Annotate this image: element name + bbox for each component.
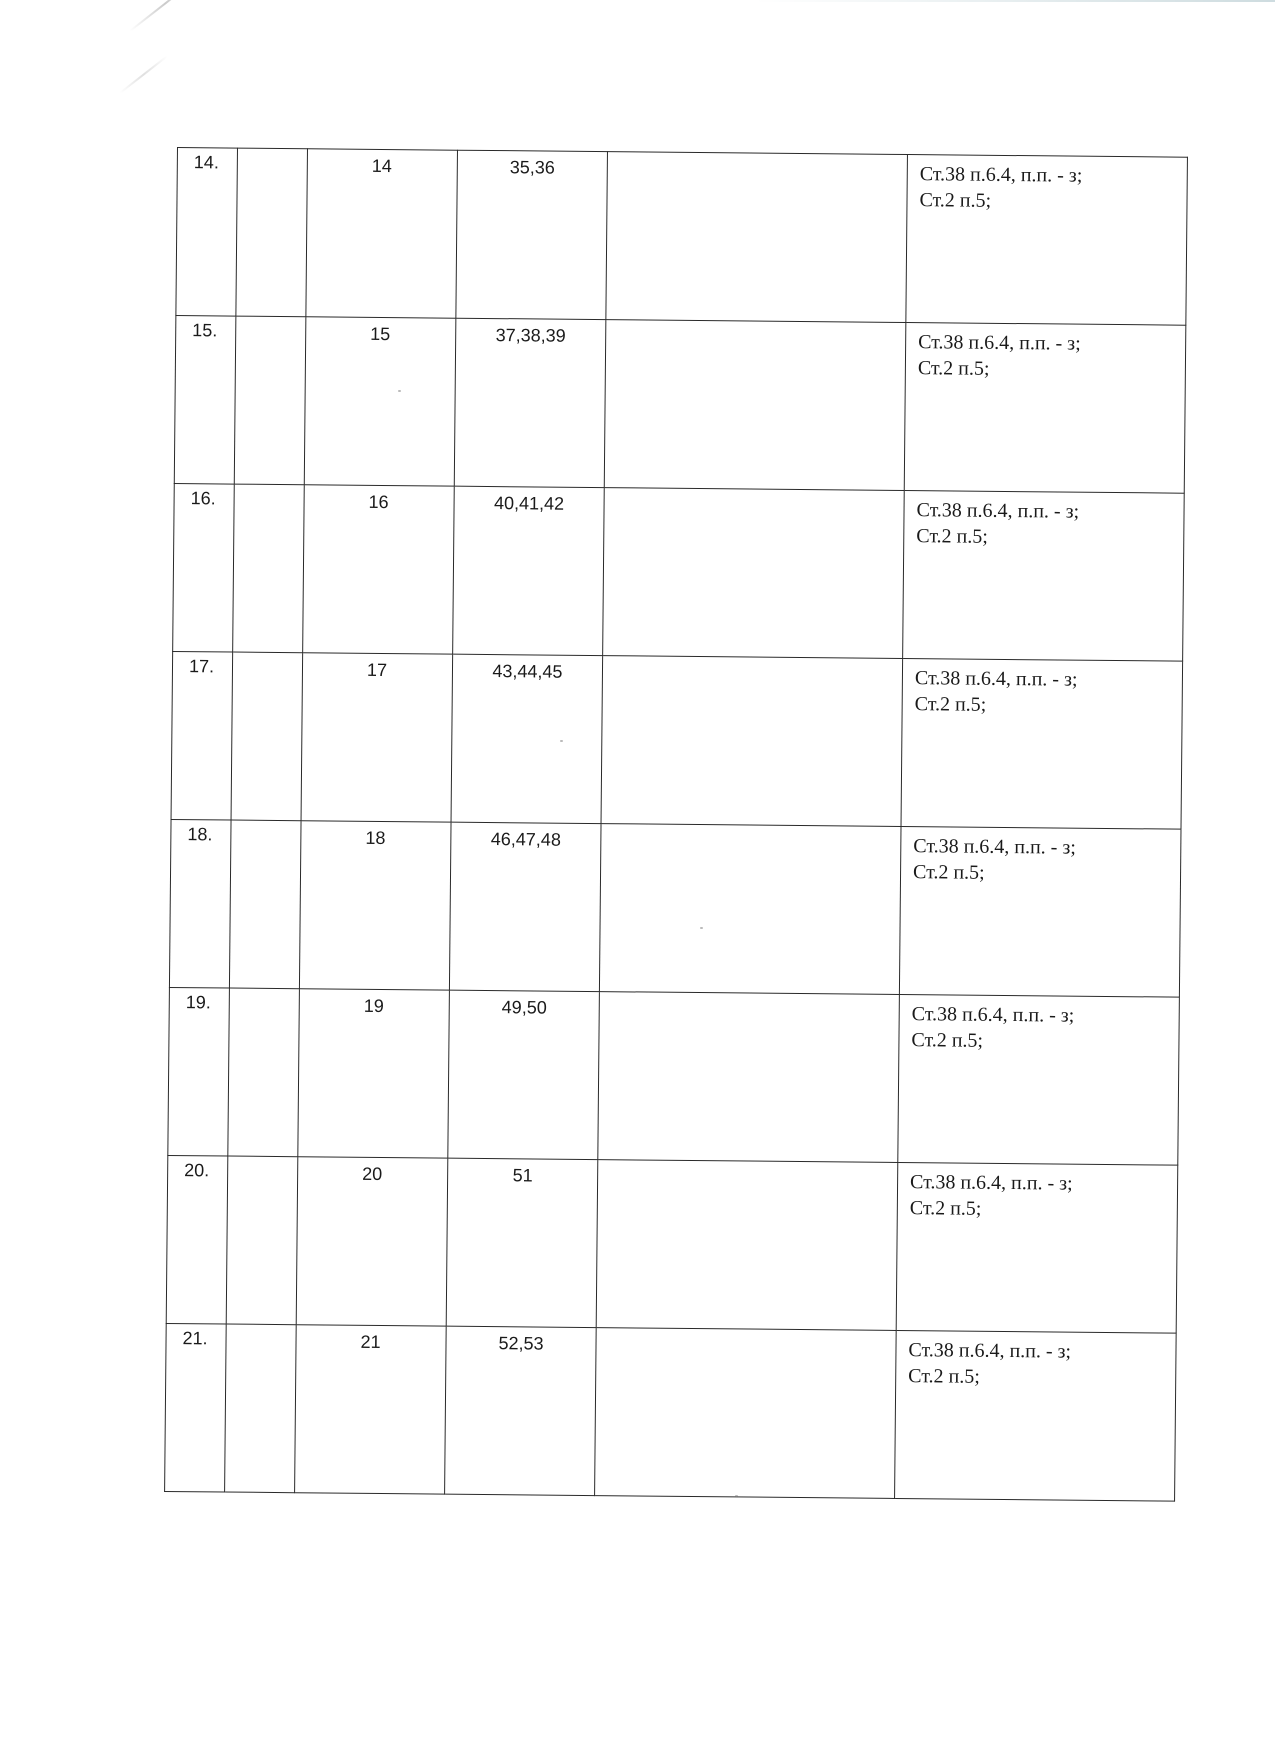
- row-number: 17.: [188, 656, 215, 677]
- plot-number: 19: [363, 995, 384, 1017]
- reference-cell: [901, 658, 1183, 829]
- points-cell: [445, 1326, 597, 1495]
- document-table: [164, 147, 1188, 1502]
- reference-line-1: Ст.38 п.6.4, п.п. - з;: [918, 331, 1081, 355]
- reference-line-1: Ст.38 п.6.4, п.п. - з;: [914, 667, 1078, 691]
- blank-cell: [231, 652, 303, 821]
- row-number: 16.: [190, 488, 216, 509]
- empty-cell: [601, 656, 903, 827]
- scan-smudge: [129, 0, 201, 32]
- plot-number: 16: [368, 491, 389, 513]
- reference-cell: [906, 155, 1188, 326]
- table-row: [165, 1323, 1177, 1501]
- blank-cell: [234, 316, 306, 485]
- points-cell: [446, 1158, 598, 1327]
- scan-speck: [560, 740, 563, 742]
- blank-cell: [233, 484, 305, 653]
- reference-line-2: Ст.2 п.5;: [908, 1365, 980, 1388]
- row-number: 18.: [187, 824, 213, 845]
- row-number-cell: [176, 148, 238, 317]
- plot-number: 18: [365, 827, 386, 849]
- row-number-cell: [173, 483, 235, 652]
- empty-cell: [606, 152, 908, 323]
- empty-cell: [598, 992, 900, 1163]
- scan-speck: [700, 927, 703, 929]
- plot-number-cell: [295, 1325, 447, 1494]
- table-row: [173, 483, 1185, 661]
- plot-number: 20: [362, 1163, 383, 1185]
- row-number-cell: [169, 819, 231, 988]
- reference-line-1: Ст.38 п.6.4, п.п. - з;: [909, 1171, 1073, 1195]
- reference-line-1: Ст.38 п.6.4, п.п. - з;: [908, 1339, 1072, 1363]
- empty-cell: [596, 1160, 898, 1331]
- points-cell: [456, 150, 608, 319]
- row-number-cell: [165, 1323, 227, 1492]
- empty-cell: [603, 488, 905, 659]
- blank-cell: [226, 1156, 298, 1325]
- reference-line-2: Ст.2 п.5;: [911, 1029, 984, 1052]
- points-value: 43,44,45: [492, 661, 563, 682]
- plot-number: 21: [360, 1331, 381, 1353]
- row-number-cell: [168, 987, 230, 1156]
- points-cell: [454, 318, 606, 487]
- row-number: 20.: [184, 1160, 210, 1181]
- blank-cell: [228, 988, 300, 1157]
- plot-number-cell: [298, 989, 450, 1158]
- table-row: [168, 987, 1180, 1165]
- plot-number-cell: [303, 485, 455, 654]
- plot-number-cell: [304, 317, 456, 486]
- points-cell: [449, 822, 601, 991]
- plot-number: 15: [370, 323, 391, 345]
- blank-cell: [225, 1324, 297, 1493]
- points-value: 51: [512, 1165, 533, 1186]
- row-number: 21.: [182, 1328, 208, 1349]
- empty-cell: [599, 824, 901, 995]
- scan-speck: [735, 1495, 738, 1497]
- reference-line-2: Ст.2 п.5;: [914, 693, 987, 716]
- points-cell: [448, 990, 600, 1159]
- points-value: 37,38,39: [495, 325, 566, 346]
- points-value: 40,41,42: [493, 493, 565, 514]
- plot-number-cell: [306, 149, 458, 318]
- empty-cell: [604, 320, 906, 491]
- reference-line-2: Ст.2 п.5;: [912, 861, 985, 884]
- row-number: 19.: [185, 992, 211, 1013]
- row-number: 14.: [193, 152, 219, 173]
- blank-cell: [229, 820, 301, 989]
- points-value: 52,53: [498, 1333, 544, 1354]
- table-row: [176, 148, 1188, 326]
- points-value: 46,47,48: [490, 829, 561, 850]
- reference-cell: [895, 1330, 1177, 1501]
- row-number-cell: [171, 651, 233, 820]
- plot-number-cell: [301, 653, 453, 822]
- reference-line-1: Ст.38 п.6.4, п.п. - з;: [916, 499, 1080, 523]
- table-row: [169, 819, 1181, 997]
- reference-line-1: Ст.38 п.6.4, п.п. - з;: [919, 163, 1083, 187]
- reference-cell: [899, 826, 1181, 997]
- reference-cell: [898, 994, 1180, 1165]
- reference-line-2: Ст.2 п.5;: [919, 189, 992, 212]
- reference-line-2: Ст.2 п.5;: [916, 525, 988, 548]
- row-number-cell: [174, 315, 236, 484]
- reference-line-2: Ст.2 п.5;: [909, 1197, 982, 1220]
- table-row: [166, 1155, 1178, 1333]
- scan-smudge: [119, 55, 168, 94]
- reference-line-2: Ст.2 п.5;: [917, 357, 990, 380]
- plot-number-cell: [299, 821, 451, 990]
- blank-cell: [236, 148, 308, 317]
- table-row: [171, 651, 1183, 829]
- row-number: 15.: [192, 320, 218, 341]
- reference-line-1: Ст.38 п.6.4, п.п. - з;: [913, 835, 1076, 859]
- plot-number: 14: [371, 155, 392, 177]
- points-cell: [453, 486, 605, 655]
- reference-cell: [896, 1162, 1178, 1333]
- scan-speck: [398, 390, 401, 392]
- points-cell: [451, 654, 603, 823]
- points-value: 35,36: [509, 157, 555, 178]
- plot-number-cell: [296, 1157, 448, 1326]
- reference-line-1: Ст.38 п.6.4, п.п. - з;: [911, 1003, 1075, 1027]
- plot-number: 17: [366, 659, 388, 681]
- reference-cell: [904, 323, 1186, 494]
- reference-cell: [903, 490, 1185, 661]
- empty-cell: [595, 1328, 897, 1499]
- row-number-cell: [166, 1155, 228, 1324]
- table-row: [174, 315, 1186, 493]
- points-value: 49,50: [501, 997, 547, 1018]
- scan-edge-mark: [755, 0, 1275, 2]
